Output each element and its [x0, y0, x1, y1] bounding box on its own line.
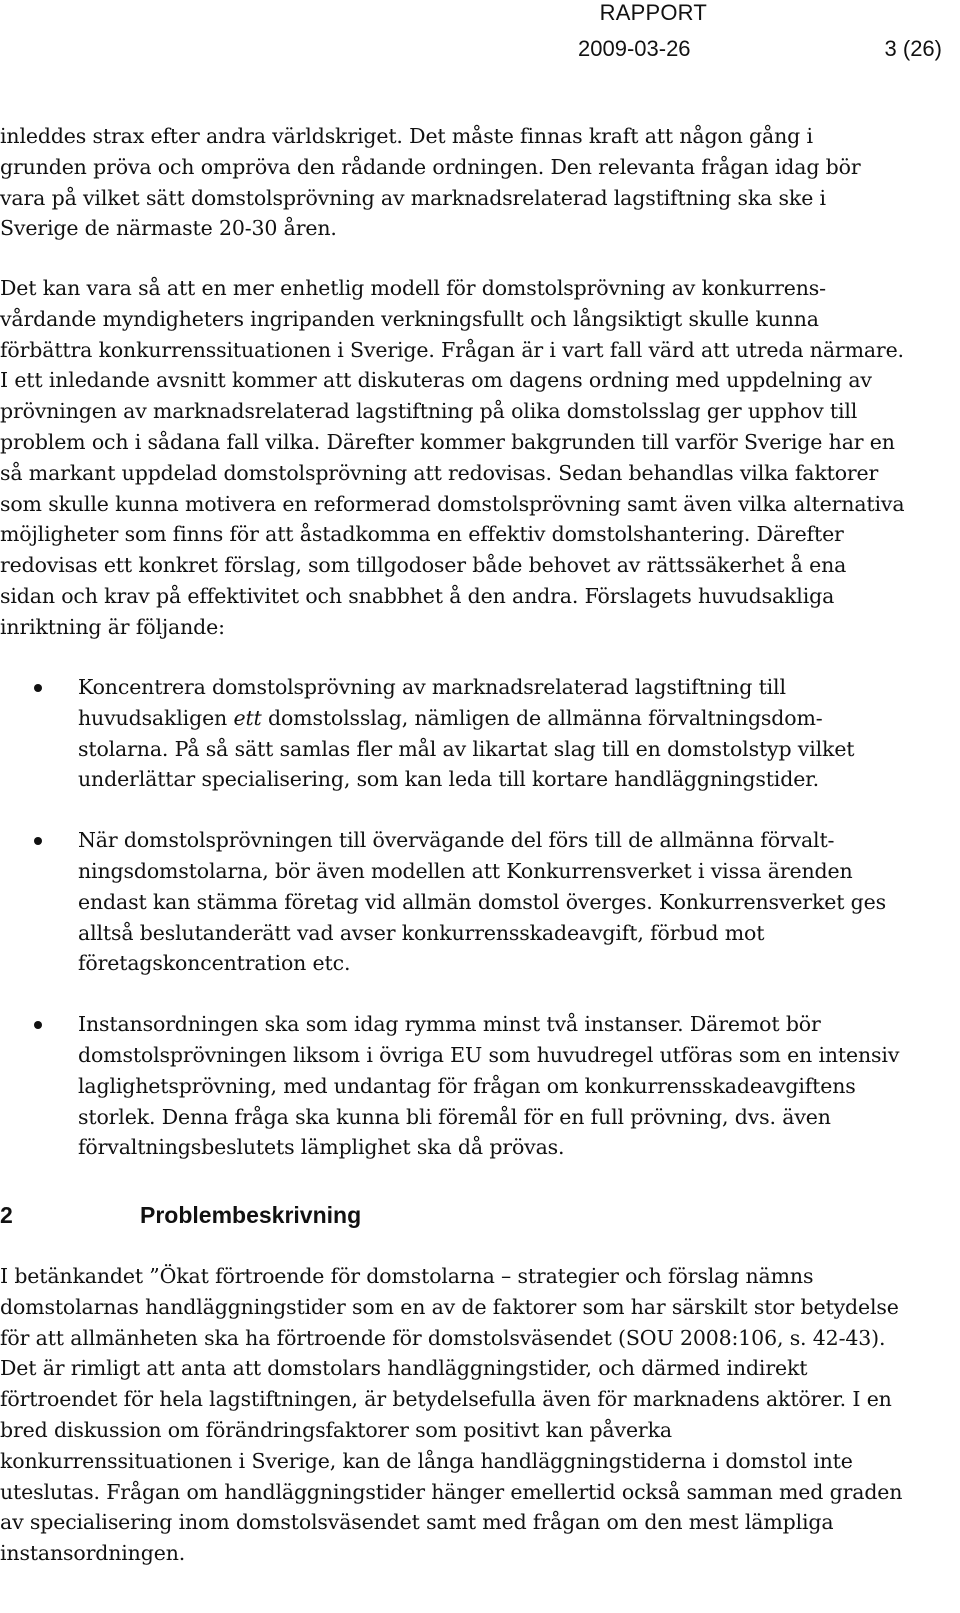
bullet-emphasis: ett: [233, 705, 262, 730]
paragraph-problem-description: I betänkandet ”Ökat förtroende för domstolarna – strategier och förslag nämns domstolarnas handläggningstider som en av de faktorer som har särskilt stor betydelse för att allmänheten ska ha förtroende för domstolsväsendet (SOU 2008:106, s. 42-43). Det är rimligt att anta att domstolars handläggningstider, och därmed indirekt förtroendet för hela lagstiftningen, är betydelsefulla även för marknadens aktörer. I en bred diskussion om förändringsfaktorer som positivt kan påverka konkurrenssituationen i Sverige, kan de långa handläggningstiderna i domstol inte uteslutas. Frågan om handläggningstider hänger emellertid också samman med graden av specialisering inom domstolsväsendet samt med frågan om den mest lämpliga instansordningen.: [0, 1264, 903, 1566]
report-date: 2009-03-26: [578, 36, 691, 61]
bullet-dot-icon: [34, 1021, 42, 1029]
proposal-bullet-list: [0, 672, 905, 1193]
bullet-item-instance-order: [0, 1009, 905, 1163]
bullet-text: När domstolsprövningen till övervägande del förs till de allmänna förvaltningsdomstolarna, bör även modellen att Konkurrensverket i vissa ärenden endast kan stämma företag vid allmän domstol överges. Konkurrensverket ges alltså beslutanderätt vad avser konkurrensskadeavgift, förbud mot företagskoncentration etc.: [78, 828, 886, 976]
section-number: 2: [0, 1202, 13, 1228]
bullet-item-concentrate: [0, 672, 905, 795]
bullet-item-decision-rights: [0, 825, 905, 979]
page-number: 3 (26): [884, 36, 942, 61]
report-type-label: RAPPORT: [599, 0, 707, 25]
bullet-text-part: domstolsslag, nämligen de allmänna förvaltningsdomstolarna. På så sätt samlas fler mål av likartat slag till en domstolstyp vilket underlättar specialisering, som kan leda till kortare handläggningstider.: [78, 705, 855, 792]
section-title: Problembeskrivning: [140, 1202, 362, 1228]
paragraph-introduction: Det kan vara så att en mer enhetlig modell för domstolsprövning av konkurrensvårdande myndigheters ingripanden verkningsfullt och långsiktigt skulle kunna förbättra konkurrenssituationen i Sverige. Frågan är i vart fall värd att utreda närmare. I ett inledande avsnitt kommer att diskuteras om dagens ordning med uppdelning av prövningen av marknadsrelaterad lagstiftning på olika domstolsslag ger upphov till problem och i sådana fall vilka. Därefter kommer bakgrunden till varför Sverige har en så markant uppdelad domstolsprövning att redovisas. Sedan behandlas vilka faktorer som skulle kunna motivera en reformerad domstolsprövning samt även vilka alternativa möjligheter som finns för att åstadkomma en effektiv domstolshantering. Därefter redovisas ett konkret förslag, som tillgodoser både behovet av rättssäkerhet å ena sidan och krav på effektivitet och snabbhet å den andra. Förslagets huvudsakliga inriktning är följande:: [0, 276, 905, 639]
bullet-text-part: Koncentrera domstolsprövning av marknadsrelaterad lagstiftning till huvudsakligen: [78, 675, 786, 730]
paragraph-continuation: inleddes strax efter andra världskriget. Det måste finnas kraft att någon gång i grunden pröva och ompröva den rådande ordningen. Den relevanta frågan idag bör vara på vilket sätt domstolsprövning av marknadsrelaterad lagstiftning ska ske i Sverige de närmaste 20-30 åren.: [0, 124, 861, 241]
bullet-dot-icon: [34, 684, 42, 692]
bullet-dot-icon: [34, 837, 42, 845]
bullet-text: Instansordningen ska som idag rymma minst två instanser. Däremot bör domstolsprövningen liksom i övriga EU som huvudregel utföras som en intensiv laglighetsprövning, med undantag för frågan om konkurrensskadeavgiftens storlek. Denna fråga ska kunna bli föremål för en full prövning, dvs. även förvaltningsbeslutets lämplighet ska då prövas.: [78, 1012, 900, 1160]
